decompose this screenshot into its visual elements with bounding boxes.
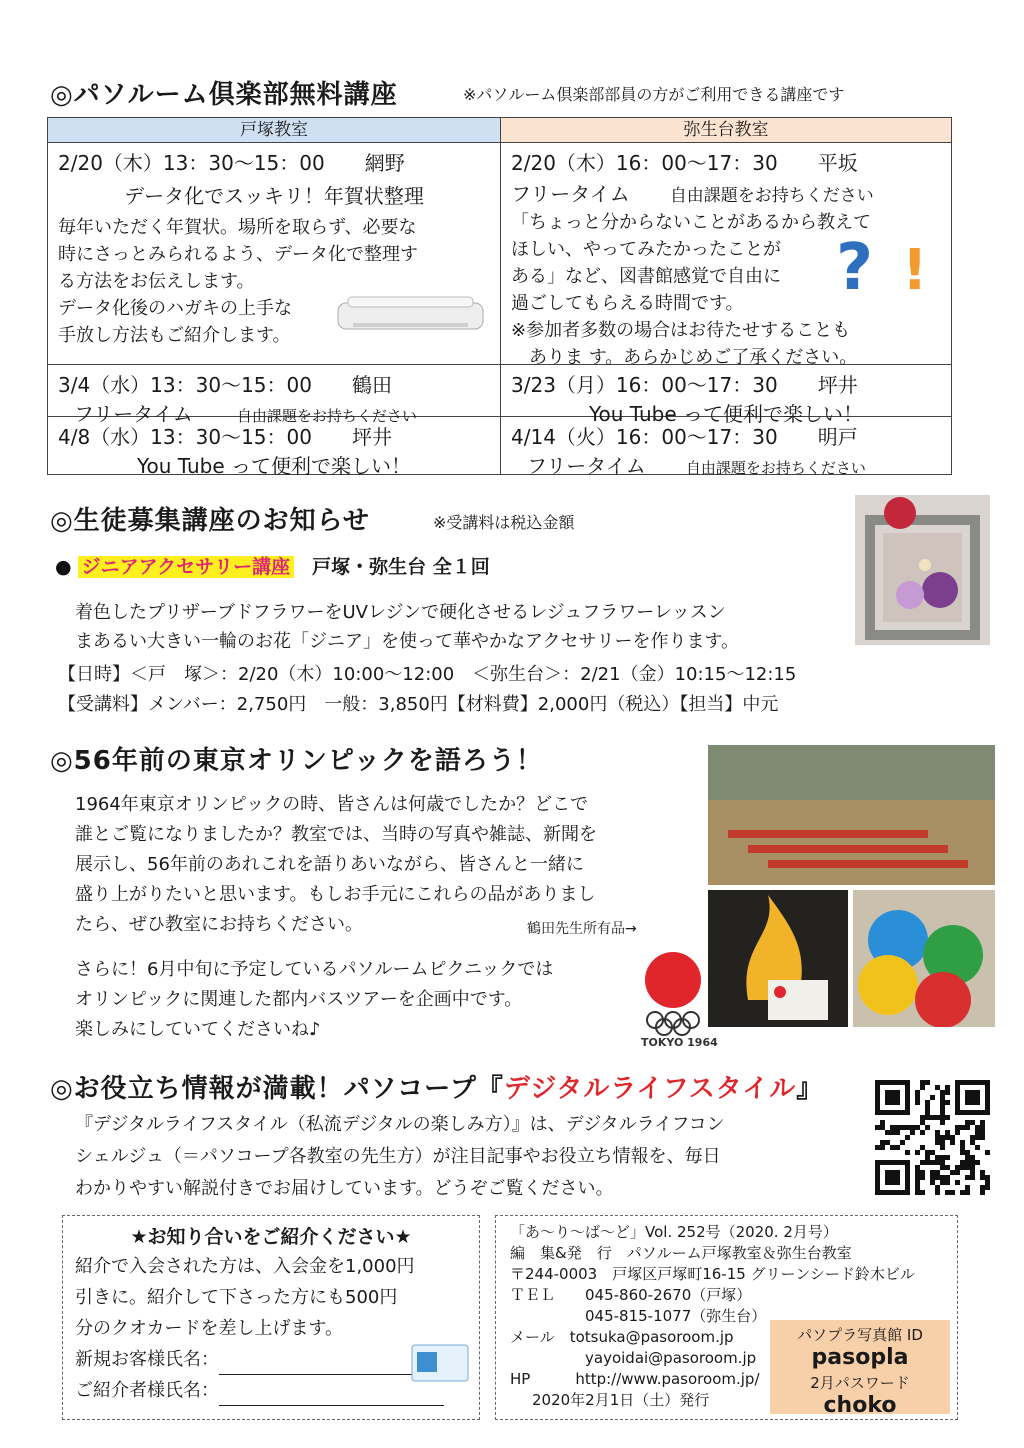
digital-title-post: 』 <box>796 1074 824 1104</box>
referral-text: 分のクオカードを差し上げます。 <box>75 1318 344 1339</box>
course-desc-1: 着色したプリザーブドフラワーをUVレジンで硬化させるレジュフラワーレッスン <box>75 602 726 623</box>
cell-sub: 自由課題をお持ちください <box>669 186 874 206</box>
olympic-photos <box>708 745 995 1027</box>
referral-title: ★お知り合いをご紹介ください★ <box>130 1226 412 1248</box>
section-title-club: ◎パソルーム倶楽部無料講座 <box>50 80 398 110</box>
section-title-digital <box>50 1068 823 1105</box>
referrer-field[interactable] <box>219 1385 444 1406</box>
pw-id: pasopla <box>811 1345 909 1370</box>
info-line: 〒244-0003 戸塚区戸塚町16-15 グリーンシード鈴木ビル <box>510 1265 915 1283</box>
cell-text: 「ちょっと分からないことがあるから教えて <box>511 212 871 233</box>
cell-text: ほしい、やってみたかったことが <box>511 239 781 260</box>
pw-label: 2月パスワード <box>810 1374 910 1392</box>
cell-date: 4/14（火）16：00〜17：30 明戸 <box>511 425 858 449</box>
cell-text: 手放し方法もご紹介します。 <box>58 325 291 346</box>
svg-text:!: ! <box>902 238 928 301</box>
quo-card-image <box>411 1344 469 1382</box>
qr-code[interactable] <box>875 1080 990 1195</box>
cell-sub: 自由課題をお持ちください <box>236 407 417 425</box>
pw-value: choko <box>823 1393 897 1418</box>
info-url[interactable]: HP http://www.pasoroom.jp/ <box>510 1370 760 1388</box>
scanner-image <box>333 283 493 343</box>
referral-text: 紹介で入会された方は、入会金を1,000円 <box>75 1256 415 1277</box>
olympic-text-1: 1964年東京オリンピックの時、皆さんは何歳でしたか？どこで <box>75 794 589 815</box>
tokyo-1964-logo <box>637 950 712 1050</box>
olympic-text-8: 楽しみにしていてくださいね♪ <box>75 1019 321 1040</box>
schedule-cell-totsuka-3 <box>48 417 500 478</box>
referrer-label: ご紹介者様氏名： <box>75 1380 219 1401</box>
password-box <box>770 1320 950 1418</box>
olympic-text-3: 展示し、56年前のあれこれを語りあいながら、皆さんと一緒に <box>75 854 584 875</box>
svg-text:?: ? <box>836 231 874 301</box>
cell-sub: 自由課題をお持ちください <box>685 459 866 477</box>
info-line: 編 集&発 行 パソルーム戸塚教室＆弥生台教室 <box>510 1244 852 1262</box>
course-line: ● ジニアアクセサリー講座 戸塚・弥生台 全１回 <box>55 556 490 578</box>
cell-date: 3/23（月）16：00〜17：30 坪井 <box>511 373 858 397</box>
referral-text: 引きに。紹介して下さった方にも500円 <box>75 1287 398 1308</box>
issue-date: 2020年2月1日（土）発行 <box>532 1391 710 1409</box>
olympic-text-4: 盛り上がりたいと思います。もしお手元にこれらの品がありまし <box>75 884 596 905</box>
yayoidai-column <box>501 118 951 478</box>
totsuka-header: 戸塚教室 <box>48 118 500 143</box>
digital-text-3: わかりやすい解説付きでお届けしています。どうぞご覧ください。 <box>75 1178 614 1199</box>
info-email[interactable]: メール totsuka@pasoroom.jp <box>510 1328 734 1346</box>
section-title-recruit: ◎生徒募集講座のお知らせ <box>50 506 370 536</box>
course-desc-2: まあるい大きい一輪のお花「ジニア」を使って華やかなアクセサリーを作ります。 <box>75 631 740 652</box>
totsuka-column <box>48 118 501 478</box>
cell-date: 3/4（水）13：30〜15：00 鶴田 <box>58 373 392 397</box>
course-meta: 戸塚・弥生台 全１回 <box>312 556 490 578</box>
olympic-text-7: オリンピックに関連した都内バスツアーを企画中です。 <box>75 989 523 1010</box>
course-fees: 【受講料】メンバー：2,750円 一般：3,850円【材料費】2,000円（税込）【担当】中元 <box>58 694 779 715</box>
question-exclamation-icon <box>836 231 936 301</box>
cell-text: ある」など、図書館感覚で自由に <box>511 266 781 287</box>
course-schedule: 【日時】＜戸 塚＞：2/20（木）10:00〜12:00 ＜弥生台＞：2/21（金）10:15〜12:15 <box>58 664 797 685</box>
cell-text: ありま す。あらかじめご了承ください。 <box>511 347 858 368</box>
schedule-cell-totsuka-1 <box>48 143 500 365</box>
info-email[interactable]: yayoidai@pasoroom.jp <box>510 1349 757 1367</box>
schedule-cell-totsuka-2 <box>48 365 500 426</box>
club-note: ※パソルーム倶楽部部員の方がご利用できる講座です <box>463 85 845 104</box>
cell-text: 時にさっとみられるよう、データ化で整理す <box>58 244 418 265</box>
referral-box <box>62 1215 480 1420</box>
schedule-table <box>47 117 952 478</box>
section-title-olympic: ◎56年前の東京オリンピックを語ろう！ <box>50 746 543 776</box>
cell-text: 毎年いただく年賀状。場所を取らず、必要な <box>58 217 417 238</box>
digital-text-2: シェルジュ（＝パソコープ各教室の先生方）が注目記事やお役立ち情報を、毎日 <box>75 1146 721 1167</box>
recruit-note: ※受講料は税込金額 <box>433 513 575 532</box>
cell-date: 4/8（水）13：30〜15：00 坪井 <box>58 425 392 449</box>
course-name: ジニアアクセサリー講座 <box>78 556 294 578</box>
cell-text: ※参加者多数の場合はお待たせすることも <box>511 320 851 341</box>
schedule-cell-yayoidai-1 <box>501 143 951 368</box>
cell-title: You Tube って便利で楽しい！ <box>588 402 864 426</box>
schedule-cell-yayoidai-2 <box>501 365 951 426</box>
digital-title-pre: ◎お役立ち情報が満載！パソコープ『 <box>50 1074 504 1104</box>
cell-title: フリータイム <box>527 454 646 478</box>
digital-title-red: デジタルライフスタイル <box>503 1074 797 1104</box>
info-line: 045-815-1077（弥生台） <box>510 1307 767 1325</box>
cell-text: データ化後のハガキの上手な <box>58 298 292 319</box>
cell-title: データ化でスッキリ！年賀状整理 <box>124 184 424 208</box>
cell-title: フリータイム <box>511 182 630 206</box>
yayoidai-header: 弥生台教室 <box>501 118 951 143</box>
olympic-text-6: さらに！6月中旬に予定しているパソルームピクニックでは <box>75 959 554 980</box>
flower-accessory-photo <box>855 495 990 645</box>
olympic-text-5: たら、ぜひ教室にお持ちください。 <box>75 914 363 935</box>
digital-text-1: 『デジタルライフスタイル（私流デジタルの楽しみ方）』は、デジタルライフコン <box>75 1114 725 1135</box>
new-customer-label: 新規お客様氏名： <box>75 1349 219 1370</box>
schedule-cell-yayoidai-3 <box>501 417 951 478</box>
cell-title: フリータイム <box>74 402 193 426</box>
cell-title: You Tube って便利で楽しい！ <box>136 454 412 478</box>
info-line: 「あ〜り〜ば〜ど」Vol. 252号（2020. 2月号） <box>510 1223 838 1241</box>
cell-date: 2/20（木）13：30〜15：00 網野 <box>58 151 405 175</box>
olympic-text-2: 誰とご覧になりましたか？教室では、当時の写真や雑誌、新聞を <box>75 824 597 845</box>
cell-text: る方法をお伝えします。 <box>58 271 255 292</box>
cell-date: 2/20（木）16：00〜17：30 平坂 <box>511 151 858 175</box>
tokyo-1964-logo-text: TOKYO 1964 <box>641 1036 718 1049</box>
info-line: ＴＥＬ 045-860-2670（戸塚） <box>510 1286 752 1304</box>
owner-caption: 鶴田先生所有品→ <box>527 921 637 937</box>
pw-head: パソプラ写真館 ID <box>797 1326 923 1344</box>
cell-text: 過ごしてもらえる時間です。 <box>511 293 744 314</box>
